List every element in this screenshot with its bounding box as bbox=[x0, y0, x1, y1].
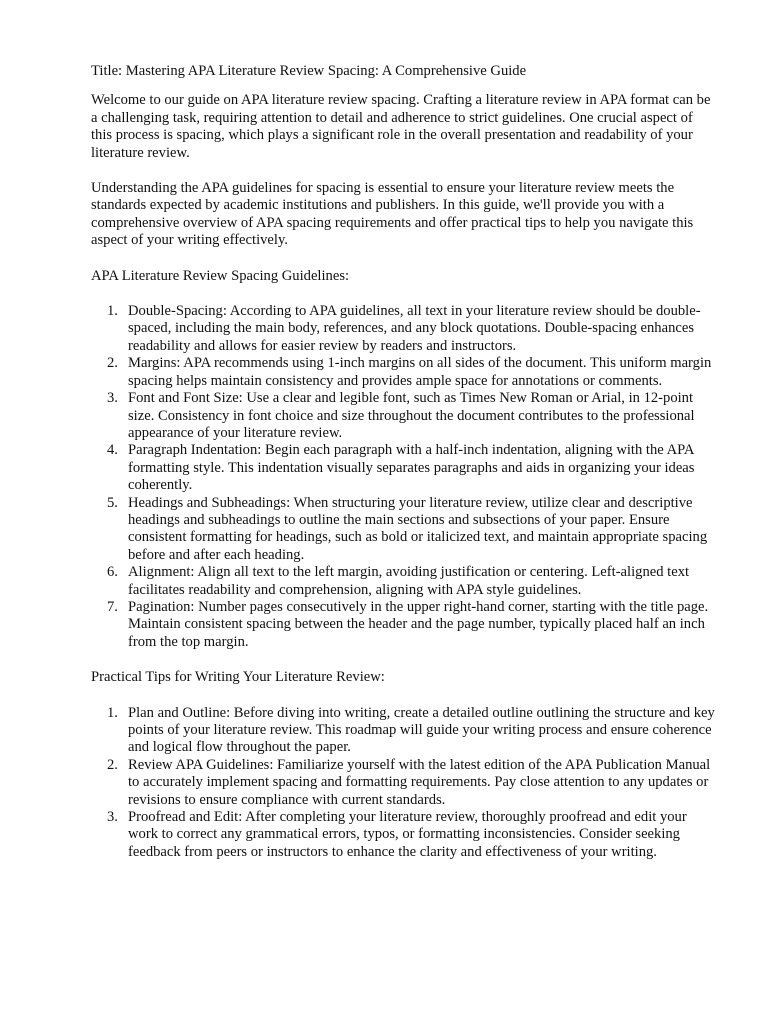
list-item-text: Plan and Outline: Before diving into writing, create a detailed outline outlining the structure and key points of your literature review. This roadmap will guide your writing process and ensure coherence and logical flow throughout the paper. bbox=[128, 704, 715, 756]
list-number: 6. bbox=[107, 564, 118, 581]
guideline-item bbox=[91, 599, 716, 651]
tip-item bbox=[91, 757, 716, 809]
document-body bbox=[91, 63, 716, 879]
list-item-text: Font and Font Size: Use a clear and legible font, such as Times New Roman or Arial, in 12-point size. Consistency in font choice and size throughout the document contributes to the professional appearance of your literature review. bbox=[128, 390, 695, 441]
list-item-text: Paragraph Indentation: Begin each paragraph with a half-inch indentation, aligning with the APA formatting style. This indentation visually separates paragraphs and aids in organizing your ideas coherently. bbox=[128, 442, 695, 494]
intro-paragraph-1: Welcome to our guide on APA literature review spacing. Crafting a literature review in APA format can be a challenging task, requiring attention to detail and adherence to strict guidelines. One crucial aspect of this process is spacing, which plays a significant role in the overall presentation and readability of your literature review. bbox=[91, 92, 711, 161]
list-number: 5. bbox=[107, 494, 118, 511]
list-number: 1. bbox=[107, 704, 118, 721]
list-item-text: Headings and Subheadings: When structuring your literature review, utilize clear and descriptive headings and subheadings to outline the main sections and subsections of your paper. Ensure consistent formatting for headings, such as bold or italicized text, and maintain appropriate spacing before and after each heading. bbox=[128, 494, 708, 563]
list-item-text: Double-Spacing: According to APA guidelines, all text in your literature review should be double-spaced, including the main body, references, and any block quotations. Double-spacing enhances readability and allows for easier review by readers and instructors. bbox=[128, 303, 701, 354]
guideline-item bbox=[91, 390, 716, 442]
intro-paragraph-2: Understanding the APA guidelines for spacing is essential to ensure your literature review meets the standards expected by academic institutions and publishers. In this guide, we'll provide you with a comprehensive overview of APA spacing requirements and offer practical tips to help you navigate this aspect of your writing effectively. bbox=[91, 180, 694, 249]
list-item-text: Alignment: Align all text to the left margin, avoiding justification or centering. Left-aligned text facilitates readability and comprehension, aligning with APA style guidelines. bbox=[128, 564, 690, 598]
tip-item bbox=[91, 705, 716, 757]
list-number: 3. bbox=[107, 809, 118, 826]
list-number: 3. bbox=[107, 390, 118, 407]
list-item-text: Review APA Guidelines: Familiarize yourself with the latest edition of the APA Publication Manual to accurately implement spacing and formatting requirements. Pay close attention to any updates or revisions to ensure compliance with current standards. bbox=[128, 756, 711, 808]
list-number: 2. bbox=[107, 756, 118, 773]
document-title: Title: Mastering APA Literature Review Spacing: A Comprehensive Guide bbox=[91, 63, 527, 79]
guidelines-list bbox=[91, 303, 716, 651]
tips-heading: Practical Tips for Writing Your Literature Review: bbox=[91, 669, 385, 686]
guideline-item bbox=[91, 564, 716, 599]
guideline-item bbox=[91, 303, 716, 355]
list-item-text: Pagination: Number pages consecutively in the upper right-hand corner, starting with the title page. Maintain consistent spacing between the header and the page number, typically placed half an inch from the top margin. bbox=[128, 598, 709, 650]
tip-item bbox=[91, 809, 716, 861]
list-number: 7. bbox=[107, 598, 118, 615]
guideline-item bbox=[91, 495, 716, 565]
list-number: 4. bbox=[107, 442, 118, 459]
list-number: 2. bbox=[107, 355, 118, 372]
list-item-text: Proofread and Edit: After completing your literature review, thoroughly proofread and edit your work to correct any grammatical errors, typos, or formatting inconsistencies. Consider seeking feedback from peers or instructors to enhance the clarity and effectiveness of your writing. bbox=[128, 809, 687, 860]
guideline-item bbox=[91, 355, 716, 390]
guideline-item bbox=[91, 442, 716, 494]
list-item-text: Margins: APA recommends using 1-inch margins on all sides of the document. This uniform margin spacing helps maintain consistency and provides ample space for annotations or comments. bbox=[128, 355, 712, 389]
list-number: 1. bbox=[107, 303, 118, 320]
guidelines-heading: APA Literature Review Spacing Guidelines: bbox=[91, 267, 350, 284]
tips-list bbox=[91, 705, 716, 862]
